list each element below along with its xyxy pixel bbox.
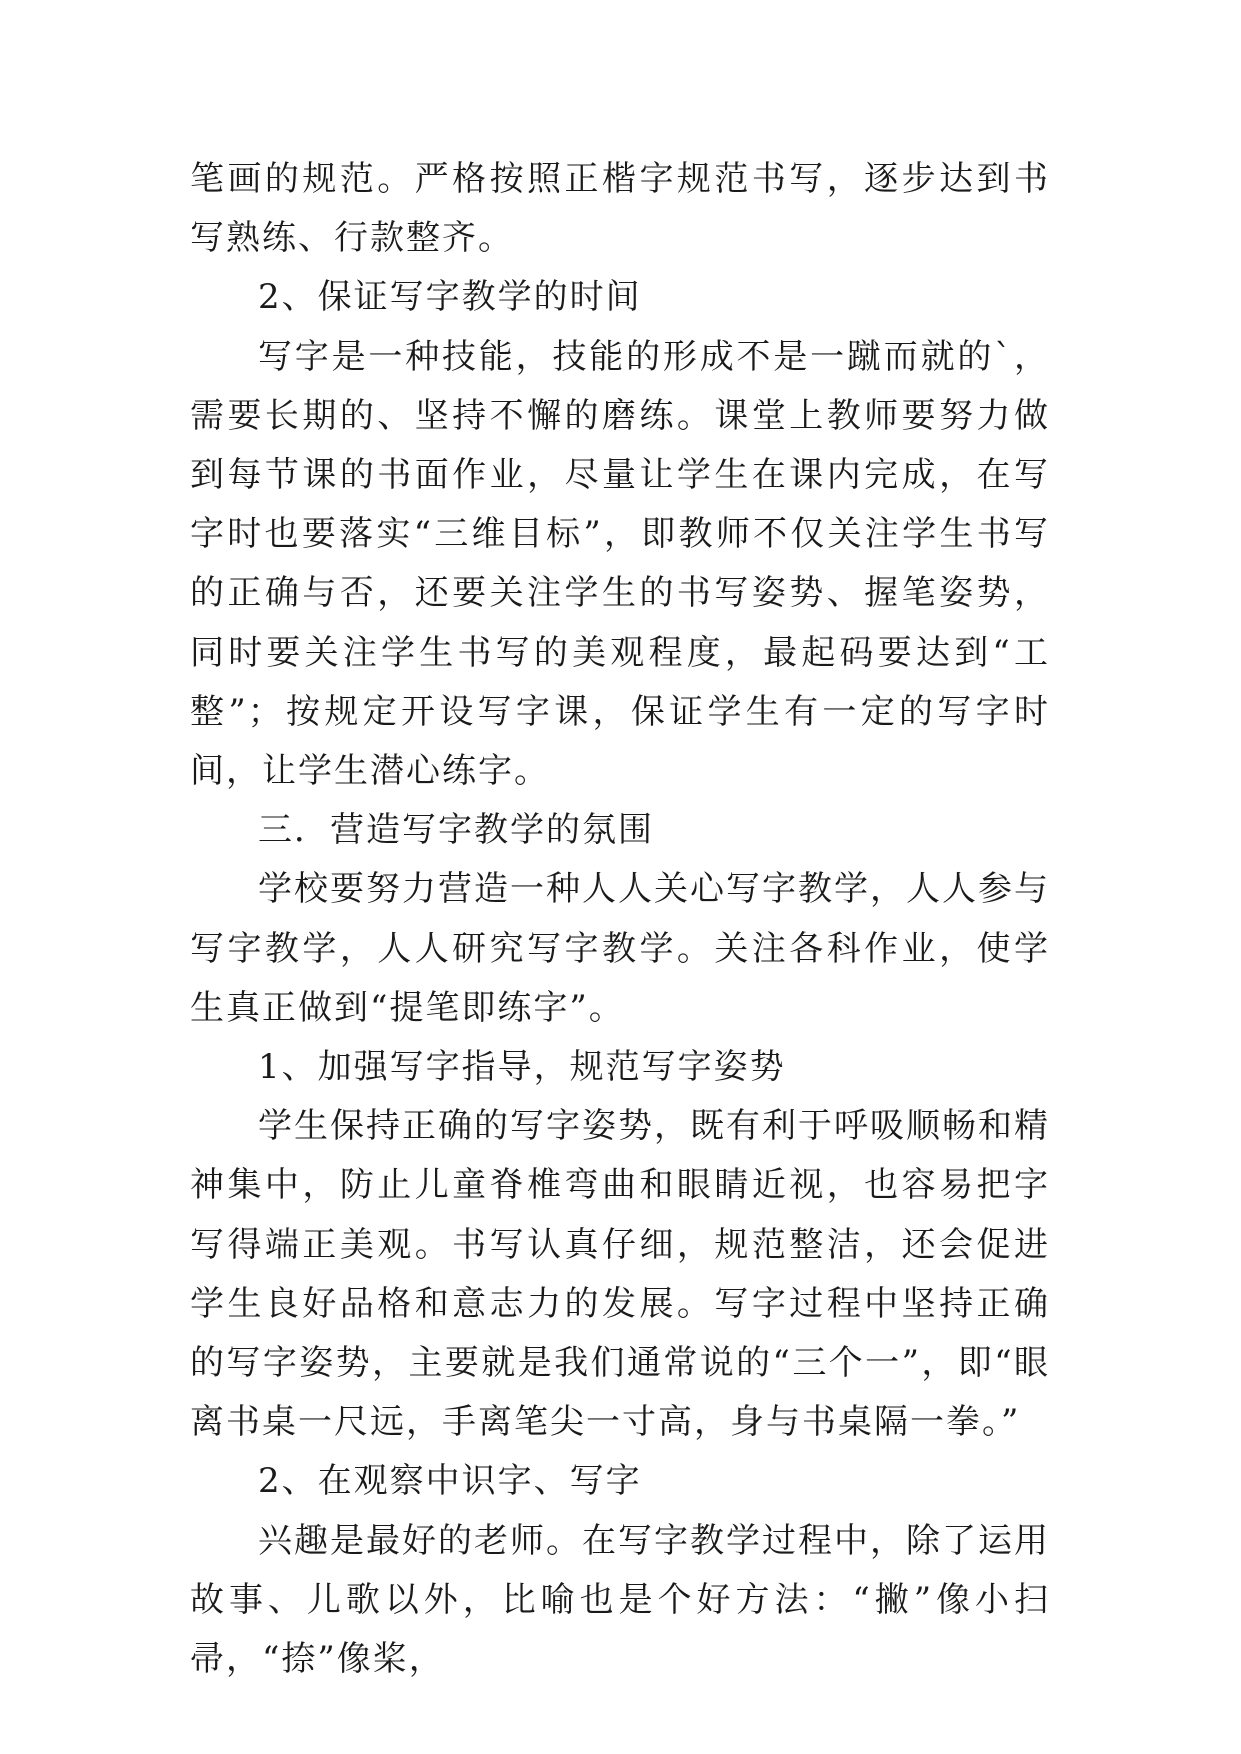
section-heading: 三．营造写字教学的氛围 <box>258 810 654 851</box>
body-text <box>190 150 1050 1689</box>
paragraph: 笔画的规范。严格按照正楷字规范书写，逐步达到书写熟练、行款整齐。 <box>190 159 1050 259</box>
section-heading: 1、加强写字指导，规范写字姿势 <box>258 1047 786 1088</box>
paragraph: 学校要努力营造一种人人关心写字教学，人人参与写字教学，人人研究写字教学。关注各科作业，使学生真正做到“提笔即练字”。 <box>190 869 1050 1028</box>
section-heading: 2、保证写字教学的时间 <box>258 277 642 318</box>
section-heading: 2、在观察中识字、写字 <box>258 1461 642 1502</box>
paragraph: 学生保持正确的写字姿势，既有利于呼吸顺畅和精神集中，防止儿童脊椎弯曲和眼睛近视，也容易把字写得端正美观。书写认真仔细，规范整洁，还会促进学生良好品格和意志力的发展。写字过程中坚持正确的写字姿势，主要就是我们通常说的“三个一”，即“眼离书桌一尺远，手离笔尖一寸高，身与书桌隔一拳。” <box>190 1106 1050 1443</box>
paragraph: 兴趣是最好的老师。在写字教学过程中，除了运用故事、儿歌以外，比喻也是个好方法：“撇”像小扫帚，“捺”像桨， <box>190 1520 1050 1680</box>
paragraph: 写字是一种技能，技能的形成不是一蹴而就的`，需要长期的、坚持不懈的磨练。课堂上教师要努力做到每节课的书面作业，尽量让学生在课内完成，在写字时也要落实“三维目标”，即教师不仅关注学生书写的正确与否，还要关注学生的书写姿势、握笔姿势，同时要关注学生书写的美观程度，最起码要达到“工整”；按规定开设写字课，保证学生有一定的写字时间，让学生潜心练字。 <box>190 336 1050 792</box>
